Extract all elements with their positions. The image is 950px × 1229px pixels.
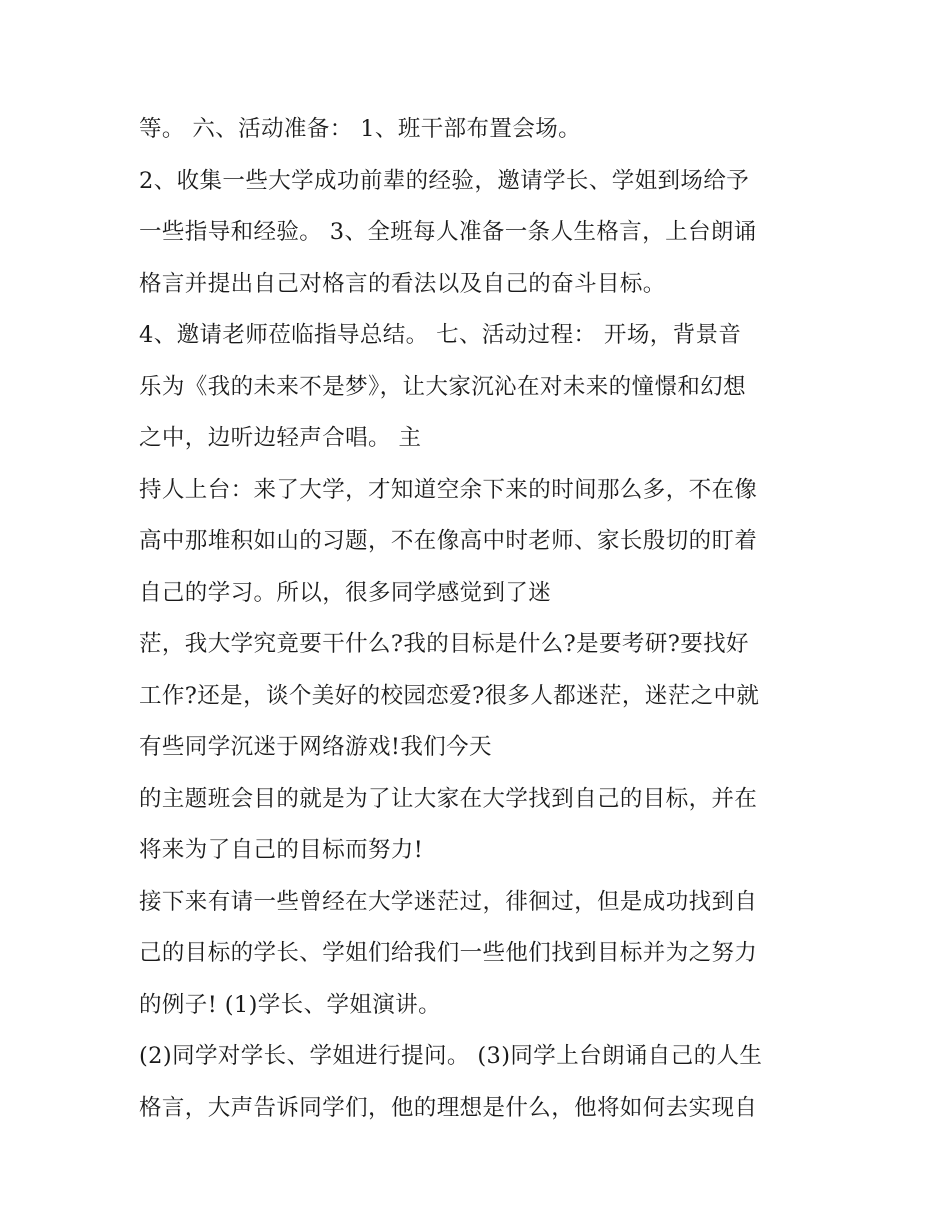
text-line: 4、邀请老师莅临指导总结。 七、活动过程： 开场，背景音 bbox=[139, 322, 742, 348]
text-line: 自己的学习。所以，很多同学感觉到了迷 bbox=[139, 579, 552, 606]
text-line: 茫，我大学究竟要干什么?我的目标是什么?是要考研?要找好 bbox=[139, 631, 749, 657]
text-line: (2)同学对学长、学姐进行提问。 (3)同学上台朗诵自己的人生 bbox=[139, 1043, 763, 1069]
text-line: 之中，边听边轻声合唱。 主 bbox=[139, 425, 422, 451]
text-line: 格言，大声告诉同学们，他的理想是什么，他将如何去实现自 bbox=[139, 1094, 758, 1121]
text-line: 己的目标的学长、学姐们给我们一些他们找到目标并为之努力 bbox=[139, 940, 758, 966]
text-line: 2、收集一些大学成功前辈的经验，邀请学长、学姐到场给予 bbox=[139, 167, 750, 194]
text-line: 格言并提出自己对格言的看法以及自己的奋斗目标。 bbox=[139, 270, 666, 297]
text-line: 一些指导和经验。 3、全班每人准备一条人生格言，上台朗诵 bbox=[139, 219, 757, 245]
document-body bbox=[139, 109, 819, 1139]
text-line: 接下来有请一些曾经在大学迷茫过，徘徊过，但是成功找到自 bbox=[139, 888, 758, 915]
text-line: 高中那堆积如山的习题，不在像高中时老师、家长殷切的盯着 bbox=[139, 528, 758, 554]
text-line: 乐为《我的未来不是梦》，让大家沉沁在对未来的憧憬和幻想 bbox=[139, 373, 747, 400]
text-line: 有些同学沉迷于网络游戏!我们今天 bbox=[139, 734, 492, 760]
text-line: 的例子! (1)学长、学姐演讲。 bbox=[139, 991, 441, 1018]
text-line: 的主题班会目的就是为了让大家在大学找到自己的目标，并在 bbox=[139, 785, 758, 812]
text-line: 持人上台：来了大学，才知道空余下来的时间那么多，不在像 bbox=[139, 476, 758, 503]
text-line: 将来为了自己的目标而努力! bbox=[139, 837, 424, 863]
text-line: 等。 六、活动准备： 1、班干部布置会场。 bbox=[139, 116, 582, 142]
text-line: 工作?还是，谈个美好的校园恋爱?很多人都迷茫，迷茫之中就 bbox=[139, 682, 760, 709]
